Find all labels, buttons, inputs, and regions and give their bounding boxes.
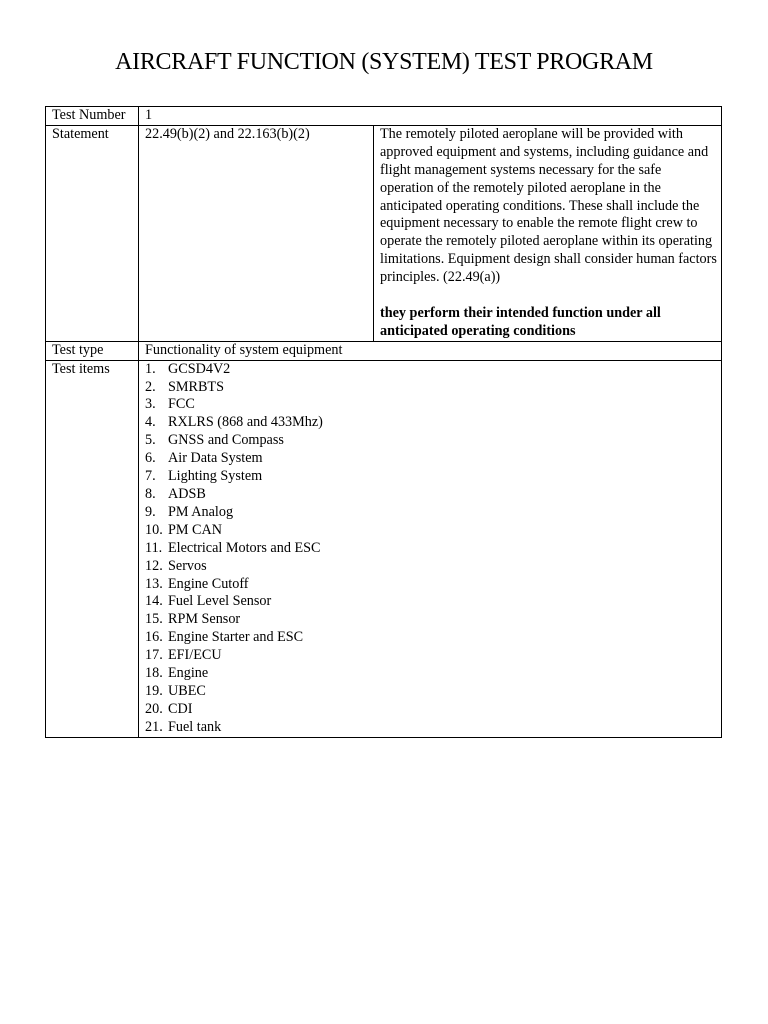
test-type-value: Functionality of system equipment: [139, 341, 722, 360]
list-item-number: 9.: [145, 503, 156, 520]
list-item: [145, 611, 717, 629]
list-item: [145, 414, 717, 432]
list-item-number: 3.: [145, 396, 156, 413]
test-type-label: Test type: [46, 341, 139, 360]
list-item-number: 10.: [145, 521, 163, 538]
list-item-number: 2.: [145, 378, 156, 395]
list-item-number: 8.: [145, 486, 156, 503]
list-item: [145, 396, 717, 414]
list-item: [145, 558, 717, 576]
document-title: AIRCRAFT FUNCTION (SYSTEM) TEST PROGRAM: [115, 49, 653, 75]
statement-text-cell: [374, 125, 722, 341]
list-item: [145, 540, 717, 558]
row-test-number: [46, 107, 722, 126]
list-item: [145, 432, 717, 450]
list-item-number: 12.: [145, 557, 163, 574]
list-item-number: 15.: [145, 611, 163, 628]
list-item-text: Engine Cutoff: [168, 575, 249, 592]
test-items-list: [145, 361, 717, 737]
list-item: [145, 665, 717, 683]
list-item-text: Fuel tank: [168, 718, 222, 735]
list-item-text: FCC: [168, 396, 195, 413]
list-item-text: UBEC: [168, 682, 206, 699]
list-item: [145, 629, 717, 647]
list-item-number: 18.: [145, 665, 163, 682]
list-item-text: RPM Sensor: [168, 611, 241, 628]
list-item-number: 17.: [145, 647, 163, 664]
list-item-text: Lighting System: [168, 468, 263, 485]
list-item-number: 6.: [145, 450, 156, 467]
list-item-text: PM CAN: [168, 521, 223, 538]
list-item: [145, 486, 717, 504]
list-item: [145, 468, 717, 486]
statement-text: The remotely piloted aeroplane will be provided with approved equipment and systems, including guidance and flight management systems necessary for the safe operation of the remotely piloted aeroplane in the anticipated operating conditions. These shall include the equipment necessary to enable the remote flight crew to operate the remotely piloted aeroplane within its operating limitations. Equipment design shall consider human factors principles. (22.49(a)): [380, 125, 717, 286]
list-item-text: PM Analog: [168, 503, 234, 520]
test-items-cell: [139, 360, 722, 737]
list-item-number: 1.: [145, 360, 156, 377]
list-item: [145, 522, 717, 540]
list-item-number: 16.: [145, 629, 163, 646]
list-item-text: GNSS and Compass: [168, 432, 284, 449]
list-item-number: 11.: [145, 539, 163, 556]
list-item: [145, 576, 717, 594]
list-item-number: 13.: [145, 575, 163, 592]
list-item-text: GCSD4V2: [168, 360, 231, 377]
list-item-text: Fuel Level Sensor: [168, 593, 272, 610]
list-item: [145, 701, 717, 719]
list-item-number: 4.: [145, 414, 156, 431]
list-item-number: 7.: [145, 468, 156, 485]
paragraph-gap: [380, 287, 717, 305]
row-test-type: [46, 341, 722, 360]
list-item: [145, 450, 717, 468]
statement-reference: 22.49(b)(2) and 22.163(b)(2): [139, 125, 374, 341]
row-statement: [46, 125, 722, 341]
list-item: [145, 361, 717, 379]
list-item: [145, 647, 717, 665]
list-item-text: SMRBTS: [168, 378, 224, 395]
list-item-text: RXLRS (868 and 433Mhz): [168, 414, 323, 431]
test-number-value: 1: [139, 107, 722, 126]
list-item-text: Engine Starter and ESC: [168, 629, 304, 646]
list-item-text: EFI/ECU: [168, 647, 222, 664]
list-item-text: CDI: [168, 700, 193, 717]
list-item: [145, 683, 717, 701]
test-items-label: Test items: [46, 360, 139, 737]
list-item-text: Servos: [168, 557, 207, 574]
list-item-number: 5.: [145, 432, 156, 449]
row-test-items: [46, 360, 722, 737]
list-item: [145, 379, 717, 397]
list-item-number: 20.: [145, 700, 163, 717]
list-item-number: 19.: [145, 682, 163, 699]
list-item: [145, 504, 717, 522]
test-number-label: Test Number: [46, 107, 139, 126]
list-item-text: Engine: [168, 665, 209, 682]
list-item-number: 21.: [145, 718, 163, 735]
test-program-table: [45, 106, 722, 738]
statement-label: Statement: [46, 125, 139, 341]
list-item: [145, 719, 717, 737]
list-item: [145, 593, 717, 611]
list-item-number: 14.: [145, 593, 163, 610]
statement-requirement: they perform their intended function under all anticipated operating conditions: [380, 304, 661, 339]
list-item-text: ADSB: [168, 486, 206, 503]
list-item-text: Air Data System: [168, 450, 263, 467]
list-item-text: Electrical Motors and ESC: [168, 539, 321, 556]
